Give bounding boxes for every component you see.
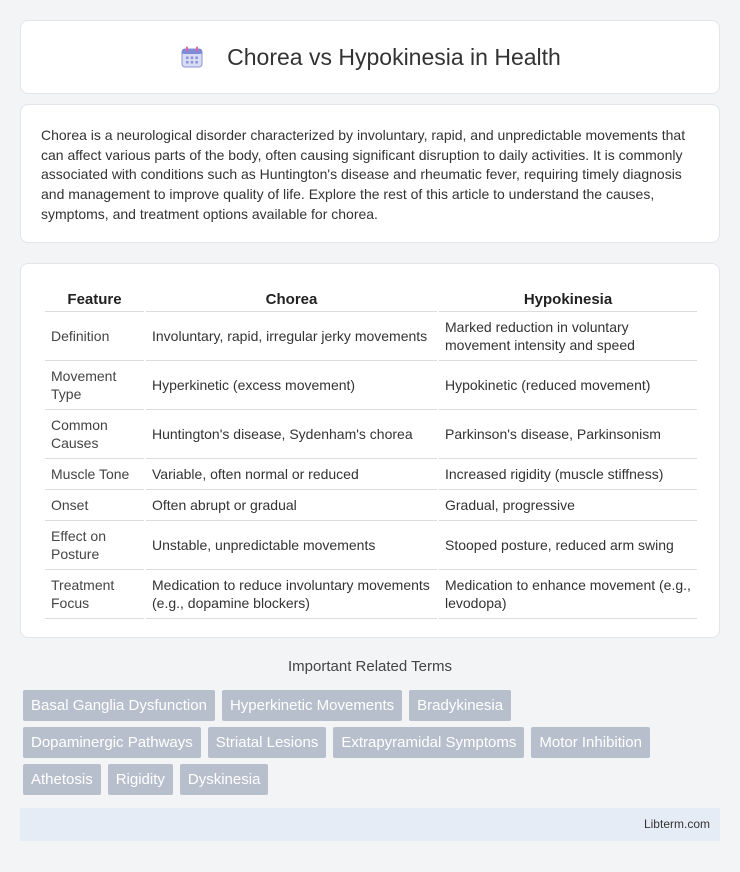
feature-cell: Definition	[45, 312, 144, 361]
column-header: Feature	[45, 284, 144, 312]
page-title: Chorea vs Hypokinesia in Health	[227, 43, 561, 70]
chorea-cell: Unstable, unpredictable movements	[146, 521, 437, 570]
related-term-tag[interactable]: Striatal Lesions	[208, 727, 327, 758]
header-card	[20, 20, 720, 94]
related-terms-title: Important Related Terms	[288, 658, 452, 675]
related-term-tag[interactable]: Extrapyramidal Symptoms	[333, 727, 524, 758]
hypokinesia-cell: Marked reduction in voluntary movement intensity and speed	[439, 312, 697, 361]
tag-row	[23, 764, 723, 795]
related-terms-tags	[23, 690, 723, 801]
footer-brand-link[interactable]: Libterm.com	[643, 817, 710, 831]
hypokinesia-cell: Hypokinetic (reduced movement)	[439, 361, 697, 410]
table-row	[45, 459, 697, 490]
related-term-tag[interactable]: Dopaminergic Pathways	[23, 727, 201, 758]
table-row	[45, 312, 697, 361]
tag-row	[23, 727, 723, 758]
feature-cell: Common Causes	[45, 410, 144, 459]
related-term-tag[interactable]: Motor Inhibition	[531, 727, 650, 758]
intro-text: Chorea is a neurological disorder characterized by involuntary, rapid, and unpredictable movements that can affect various parts of the body, often causing significant disruption to daily activities. It is commonly associated with conditions such as Huntington's disease and rheumatic fever, requiring timely diagnosis and management to improve quality of life. Explore the rest of this article to understand the causes, symptoms, and treatment options available for chorea.	[41, 127, 686, 222]
table-header-row	[45, 284, 697, 312]
related-term-tag[interactable]: Rigidity	[108, 764, 173, 795]
table-row	[45, 570, 697, 619]
related-term-tag[interactable]: Dyskinesia	[180, 764, 269, 795]
comparison-card	[20, 263, 720, 638]
chorea-cell: Medication to reduce involuntary movements (e.g., dopamine blockers)	[146, 570, 437, 619]
column-header: Hypokinesia	[439, 284, 697, 312]
tag-row	[23, 690, 723, 721]
feature-cell: Treatment Focus	[45, 570, 144, 619]
comparison-table	[43, 284, 699, 619]
chorea-cell: Huntington's disease, Sydenham's chorea	[146, 410, 437, 459]
related-term-tag[interactable]: Basal Ganglia Dysfunction	[23, 690, 215, 721]
table-row	[45, 521, 697, 570]
related-term-tag[interactable]: Bradykinesia	[409, 690, 511, 721]
table-row	[45, 490, 697, 521]
hypokinesia-cell: Medication to enhance movement (e.g., levodopa)	[439, 570, 697, 619]
related-term-tag[interactable]: Athetosis	[23, 764, 101, 795]
hypokinesia-cell: Gradual, progressive	[439, 490, 697, 521]
hypokinesia-cell: Stooped posture, reduced arm swing	[439, 521, 697, 570]
chorea-cell: Hyperkinetic (excess movement)	[146, 361, 437, 410]
related-term-tag[interactable]: Hyperkinetic Movements	[222, 690, 402, 721]
chorea-cell: Involuntary, rapid, irregular jerky movements	[146, 312, 437, 361]
footer	[20, 808, 720, 841]
table-row	[45, 361, 697, 410]
chorea-cell: Variable, often normal or reduced	[146, 459, 437, 490]
table-row	[45, 410, 697, 459]
feature-cell: Movement Type	[45, 361, 144, 410]
hypokinesia-cell: Increased rigidity (muscle stiffness)	[439, 459, 697, 490]
chorea-cell: Often abrupt or gradual	[146, 490, 437, 521]
feature-cell: Effect on Posture	[45, 521, 144, 570]
calendar-icon	[179, 44, 205, 70]
feature-cell: Onset	[45, 490, 144, 521]
intro-card	[20, 104, 720, 243]
hypokinesia-cell: Parkinson's disease, Parkinsonism	[439, 410, 697, 459]
feature-cell: Muscle Tone	[45, 459, 144, 490]
column-header: Chorea	[146, 284, 437, 312]
